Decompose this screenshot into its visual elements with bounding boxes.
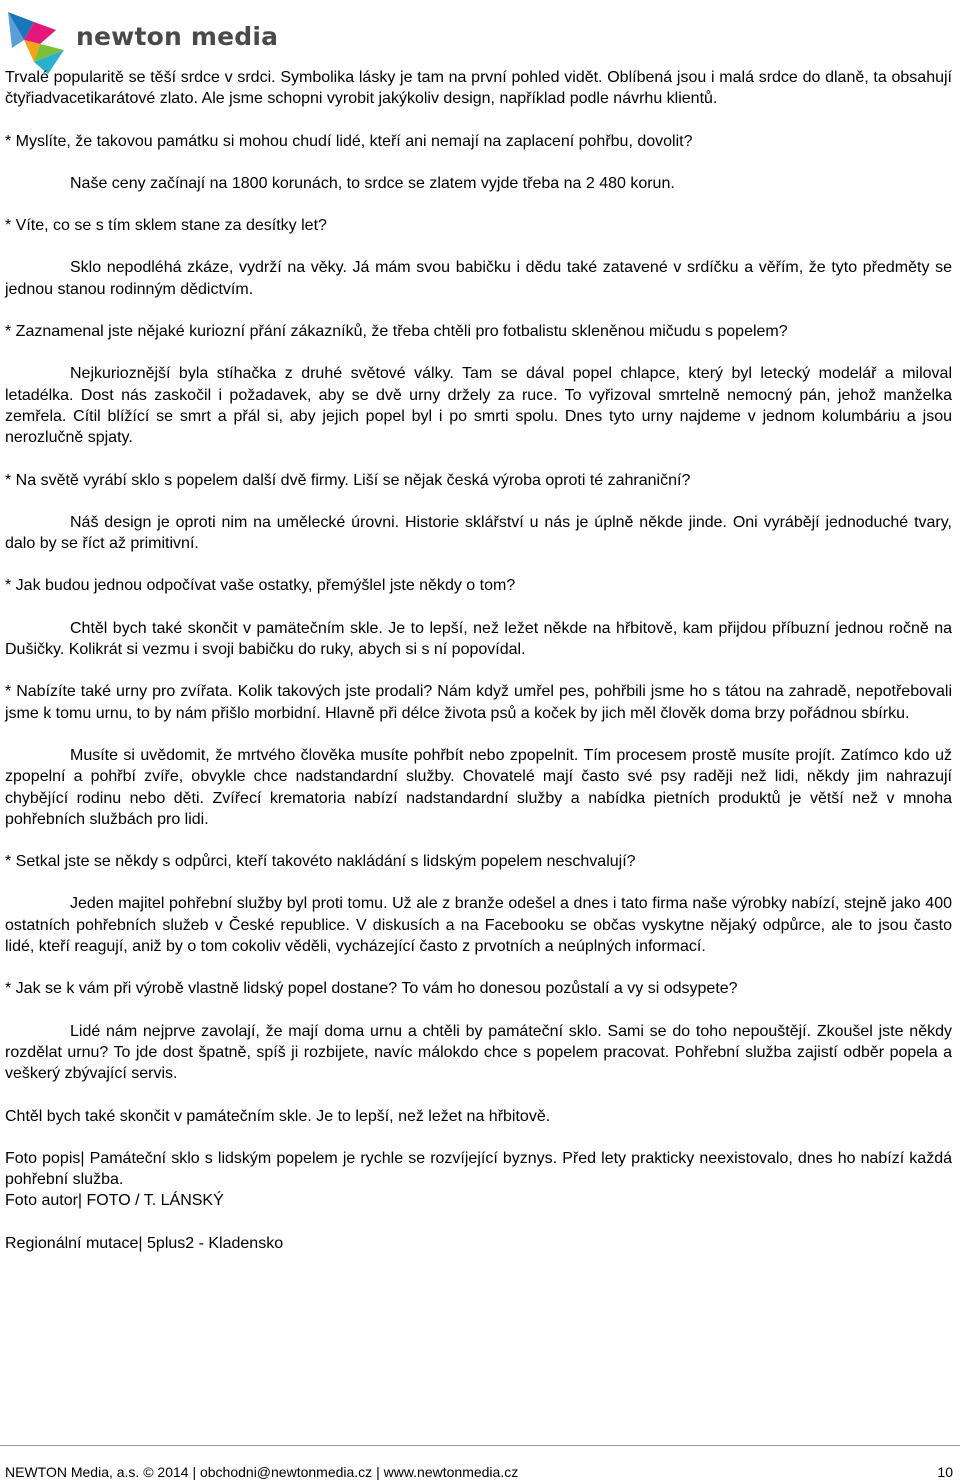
question-8: * Jak se k vám při výrobě vlastně lidský popel dostane? To vám ho donesou pozůstalí a vy si odsypete?	[5, 980, 738, 998]
photo-author: Foto autor| FOTO / T. LÁNSKÝ	[5, 1192, 224, 1210]
closing-quote: Chtěl bych také skončit v památečním skle. Je to lepší, než ležet na hřbitově.	[5, 1107, 551, 1125]
question-4: * Na světě vyrábí sklo s popelem další dvě firmy. Liší se nějak česká výroba oproti té zahraniční?	[5, 471, 691, 489]
regional-edition: Regionální mutace| 5plus2 - Kladensko	[5, 1234, 284, 1252]
answer-8: Lidé nám nejprve zavolají, že mají doma urnu a chtěli by památeční sklo. Sami se do toho nepouštějí. Zkoušel jste někdy rozdělat urnu? To jde dost špatně, spíš ji rozbijete, navíc málokdo chce s popelem pracovat. Pohřební služba zajistí odběr popela a veškerý zbývající servis.	[5, 1022, 952, 1083]
question-6: * Nabízíte také urny pro zvířata. Kolik takových jste prodali? Nám když umřel pes, pohřbili jsme ho s tátou na zahradě, nepotřebovali jsme k tomu urnu, to by nám přišlo morbidní. Hlavně při délce života psů a koček by jich měl člověk doma brzy pořádnou sbírku.	[5, 683, 952, 722]
answer-2: Sklo nepodléhá zkáze, vydrží na věky. Já mám svou babičku i dědu také zatavené v srdíčku a věřím, že tyto předměty se jednou stanou rodinným dědictvím.	[5, 259, 952, 298]
answer-3: Nejkurioznější byla stíhačka z druhé světové války. Tam se dával popel chlapce, který byl letecký modelář a miloval letadélka. Dost nás zaskočil i požadavek, aby se dvě urny držely za ruce. To vyřizoval smrtelně nemocný pán, jehož manželka zemřela. Cítil blížící se smrt a přál si, aby jejich popel byl i po smrti spolu. Dnes tyto urny najdeme v jednom kolumbáriu a jsou nerozlučně spjaty.	[5, 365, 952, 447]
paragraph-intro: Trvalé popularitě se těší srdce v srdci. Symbolika lásky je tam na první pohled vidět. Oblíbená jsou i malá srdce do dlaně, ta obsahují čtyřiadvacetikarátové zlato. Ale jsme schopni vyrobit jakýkoliv design, například podle návrhu klientů.	[5, 69, 952, 108]
logo-wordmark: newton media	[76, 22, 279, 51]
answer-6: Musíte si uvědomit, že mrtvého člověka musíte pohřbít nebo zpopelnit. Tím procesem prostě musíte projít. Zatímco kdo už zpopelní a pohřbí zvíře, obvykle chce nadstandardní služby. Chovatelé mají často své psy raději než lidi, někdy jim nahrazují chybějící rodinu nebo děti. Zvířecí krematoria nabízí nadstandardní služby a nabídka pietních produktů je větší než v mnoha pohřebních službách pro lidi.	[5, 746, 952, 828]
question-5: * Jak budou jednou odpočívat vaše ostatky, přemýšlel jste někdy o tom?	[5, 577, 516, 595]
photo-caption: Foto popis| Památeční sklo s lidským popelem je rychle se rozvíjející byznys. Před lety prakticky neexistovalo, dnes ho nabízí každá pohřební služba.	[5, 1149, 952, 1189]
footer-divider	[0, 1445, 960, 1446]
answer-1: Naše ceny začínají na 1800 korunách, to srdce se zlatem vyjde třeba na 2 480 korun.	[70, 174, 675, 192]
question-7: * Setkal jste se někdy s odpůrci, kteří takovéto nakládání s lidským popelem neschvalují?	[5, 853, 636, 871]
footer-text: NEWTON Media, a.s. © 2014 | obchodni@newtonmedia.cz | www.newtonmedia.cz	[5, 1464, 519, 1480]
newton-media-logo-icon	[4, 4, 70, 76]
answer-7: Jeden majitel pohřební služby byl proti tomu. Už ale z branže odešel a dnes i tato firma naše výrobky nabízí, stejně jako 400 ostatních pohřebních služeb v České republice. V diskusích a na Facebooku se občas vyskytne nějaký odpůrce, ale to jsou často lidé, kteří reagují, aniž by o tom cokoliv věděli, vycházející často z prvotních a neúplných informací.	[5, 895, 952, 956]
question-1: * Myslíte, že takovou památku si mohou chudí lidé, kteří ani nemají na zaplacení pohřbu, dovolit?	[5, 132, 693, 150]
answer-5: Chtěl bych také skončit v pamätečním skle. Je to lepší, než ležet někde na hřbitově, kam přijdou příbuzní jednou ročně na Dušičky. Kolikrát si vezmu i svoji babičku do ruky, abych si s ní popovídal.	[5, 619, 952, 659]
question-2: * Víte, co se s tím sklem stane za desítky let?	[5, 217, 327, 235]
question-3: * Zaznamenal jste nějaké kuriozní přání zákazníků, že třeba chtěli pro fotbalistu skleněnou mičudu s popelem?	[5, 323, 788, 341]
page-number: 10	[937, 1464, 953, 1480]
answer-4: Náš design je oproti nim na umělecké úrovni. Historie sklářství u nás je úplně někde jinde. Oni vyrábějí jednoduché tvary, dalo by se říct až primitivní.	[5, 513, 952, 553]
article-body	[5, 67, 952, 1275]
